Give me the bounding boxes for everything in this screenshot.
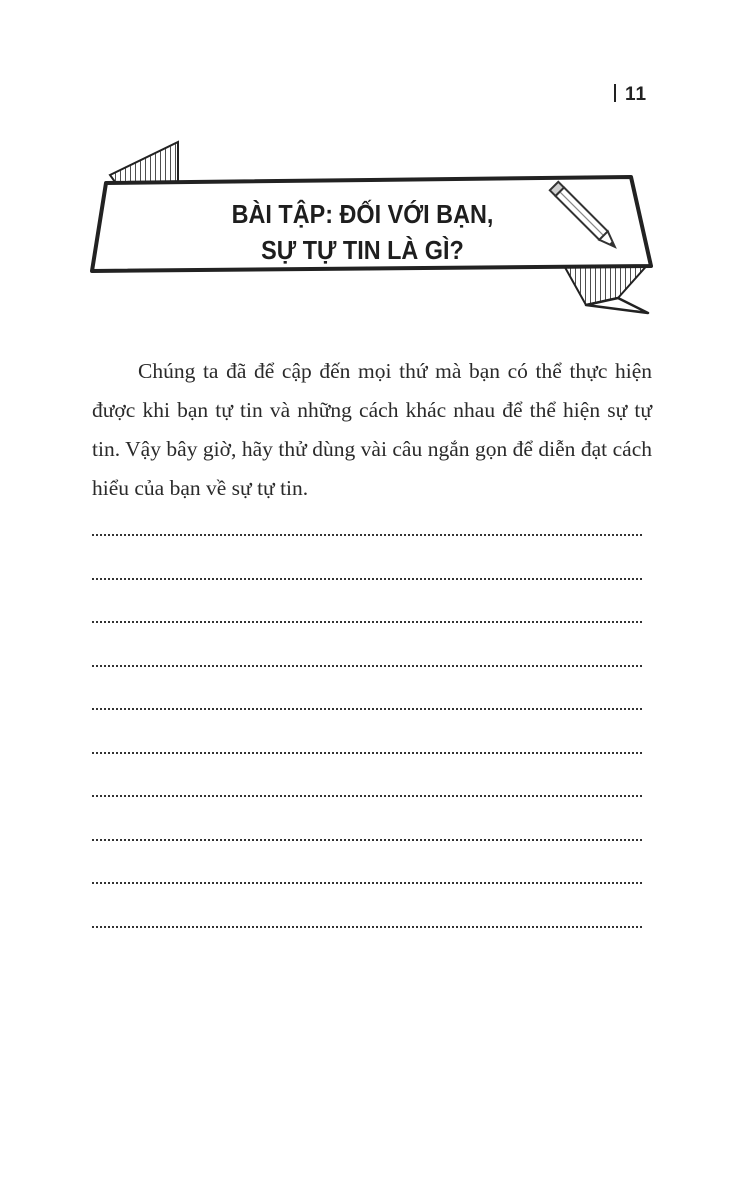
answer-line[interactable]: [92, 839, 642, 841]
answer-line[interactable]: [92, 795, 642, 797]
answer-area: [92, 534, 642, 969]
answer-line[interactable]: [92, 882, 642, 884]
exercise-title-line-1: BÀI TẬP: ĐỐI VỚI BẠN,: [231, 199, 494, 229]
answer-line[interactable]: [92, 665, 642, 667]
ribbon-banner: [0, 0, 748, 330]
exercise-title: [131, 196, 595, 268]
answer-line[interactable]: [92, 578, 642, 580]
answer-line[interactable]: [92, 708, 642, 710]
answer-line[interactable]: [92, 621, 642, 623]
page-number-value: 11: [625, 84, 648, 105]
exercise-title-line-2: SỰ TỰ TIN LÀ GÌ?: [261, 235, 464, 265]
body-paragraph: Chúng ta đã để cập đến mọi thứ mà bạn có thể thực hiện được khi bạn tự tin và những cách khác nhau để thể hiện sự tự tin. Vậy bây giờ, hãy thử dùng vài câu ngắn gọn để diễn đạt cách hiểu của bạn về sự tự tin.: [92, 359, 652, 500]
answer-line[interactable]: [92, 752, 642, 754]
answer-line[interactable]: [92, 534, 642, 536]
ribbon-left-tail: [108, 142, 178, 186]
answer-line[interactable]: [92, 926, 642, 928]
ribbon-right-tail: [562, 262, 650, 313]
